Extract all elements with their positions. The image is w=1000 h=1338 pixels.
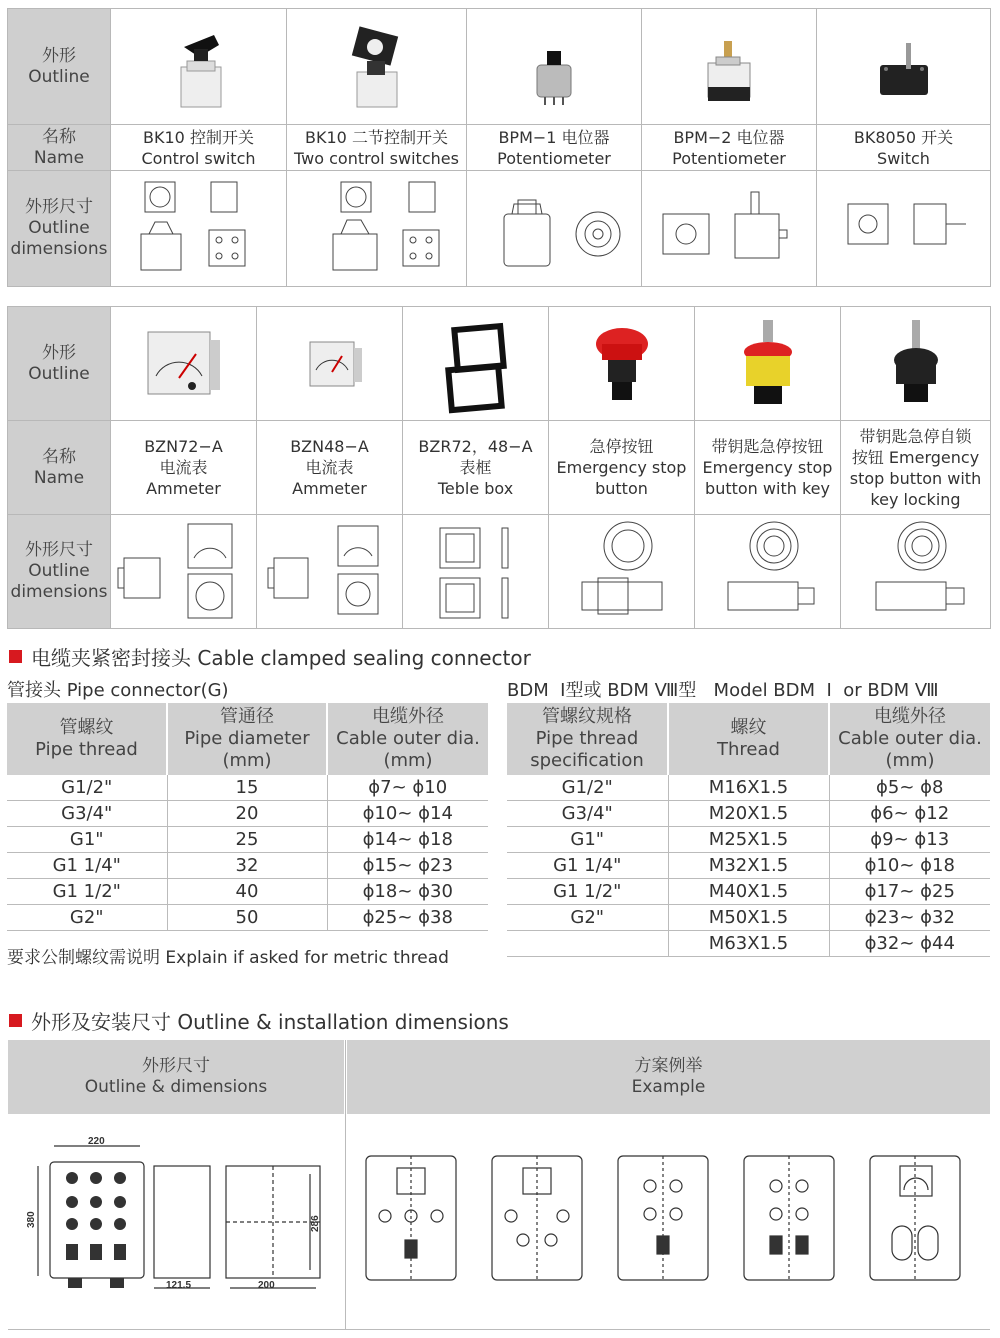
item-name: BZN48−A 电流表 Ammeter	[257, 421, 403, 515]
switch-icon	[817, 9, 991, 125]
example-enclosure	[744, 1156, 834, 1280]
row-label-name: 名称 Name	[8, 125, 111, 171]
potentiometer-icon	[467, 9, 642, 125]
table-cell: 20	[167, 801, 327, 827]
outline-dimensions-header: 外形尺寸 Outline & dimensions	[8, 1040, 344, 1114]
table-cell: M20X1.5	[668, 801, 829, 827]
table-cell	[507, 931, 668, 957]
section-title-install: 外形及安装尺寸 Outline & installation dimensions	[9, 1006, 509, 1035]
table-cell: M40X1.5	[668, 879, 829, 905]
item-name: 急停按钮 Emergency stop button	[549, 421, 695, 515]
table-cell: ϕ10~ ϕ18	[829, 853, 990, 879]
key-lock-button-icon	[841, 307, 991, 421]
table-cell: G3/4"	[507, 801, 668, 827]
dimension-drawing	[841, 515, 991, 629]
table-row	[507, 905, 990, 931]
dimension-drawing	[695, 515, 841, 629]
table-row	[7, 801, 488, 827]
table-row	[7, 905, 488, 931]
table-cell: ϕ5~ ϕ8	[829, 775, 990, 801]
column-header: 螺纹 Thread	[668, 703, 829, 775]
item-name: BPM−1 电位器 Potentiometer	[467, 125, 642, 171]
table-cell: G1"	[507, 827, 668, 853]
bdm-thread-table	[507, 703, 990, 957]
pipe-connector-table	[7, 703, 488, 931]
dimension-drawing	[817, 171, 991, 287]
table-row	[507, 827, 990, 853]
component-table-1	[7, 8, 991, 287]
table-cell: ϕ32~ ϕ44	[829, 931, 990, 957]
potentiometer-2-icon	[642, 9, 817, 125]
table-cell: ϕ7~ ϕ10	[327, 775, 488, 801]
table-cell: M50X1.5	[668, 905, 829, 931]
column-header: 管通径 Pipe diameter (mm)	[167, 703, 327, 775]
dimension-drawing	[111, 515, 257, 629]
dim-mount-height: 286	[310, 1215, 321, 1232]
dimension-drawing	[257, 515, 403, 629]
rotary-control-switch-icon	[111, 9, 287, 125]
table-cell: M16X1.5	[668, 775, 829, 801]
table-cell: G1/2"	[507, 775, 668, 801]
ammeter-icon	[111, 307, 257, 421]
item-name: BPM−2 电位器 Potentiometer	[642, 125, 817, 171]
table-row	[7, 775, 488, 801]
example-enclosure	[366, 1156, 456, 1280]
column-header: 电缆外径 Cable outer dia. (mm)	[327, 703, 488, 775]
component-table-2	[7, 306, 991, 629]
table-cell: ϕ14~ ϕ18	[327, 827, 488, 853]
table-cell: G1 1/2"	[7, 879, 167, 905]
section-title-cable: 电缆夹紧密封接头 Cable clamped sealing connector	[9, 642, 531, 671]
emergency-stop-key-icon	[695, 307, 841, 421]
column-divider	[345, 1040, 346, 1330]
table-row	[7, 853, 488, 879]
pipe-connector-subtitle: 管接头 Pipe connector(G)	[7, 680, 229, 701]
example-enclosure	[870, 1156, 960, 1280]
table-cell: ϕ10~ ϕ14	[327, 801, 488, 827]
table-cell: G3/4"	[7, 801, 167, 827]
table-cell: 32	[167, 853, 327, 879]
item-name: BK10 控制开关 Control switch	[111, 125, 287, 171]
item-name: BK10 二节控制开关 Two control switches	[287, 125, 467, 171]
dim-width: 220	[88, 1136, 105, 1147]
table-cell: M32X1.5	[668, 853, 829, 879]
table-row	[507, 879, 990, 905]
table-cell: 50	[167, 905, 327, 931]
table-cell: ϕ9~ ϕ13	[829, 827, 990, 853]
dim-height: 380	[26, 1211, 37, 1228]
table-cell: ϕ15~ ϕ23	[327, 853, 488, 879]
table-cell: G1"	[7, 827, 167, 853]
dim-mount-width: 200	[258, 1280, 275, 1291]
table-cell: ϕ23~ ϕ32	[829, 905, 990, 931]
table-row	[507, 931, 990, 957]
table-cell: 15	[167, 775, 327, 801]
enclosure-outline-drawing	[18, 1136, 338, 1292]
table-cell: 40	[167, 879, 327, 905]
item-name: BZN72−A 电流表 Ammeter	[111, 421, 257, 515]
column-header: 电缆外径 Cable outer dia. (mm)	[829, 703, 990, 775]
red-square-marker	[9, 650, 22, 663]
table-row	[7, 879, 488, 905]
meter-frame-icon	[403, 307, 549, 421]
table-row	[507, 775, 990, 801]
table-cell: M63X1.5	[668, 931, 829, 957]
item-name: 带钥匙急停按钮 Emergency stop button with key	[695, 421, 841, 515]
table-cell: ϕ18~ ϕ30	[327, 879, 488, 905]
table-cell: G1 1/4"	[507, 853, 668, 879]
table-row	[507, 853, 990, 879]
bottom-rule	[8, 1329, 990, 1330]
table-row	[507, 801, 990, 827]
row-label-dimensions: 外形尺寸 Outline dimensions	[8, 171, 111, 287]
table-cell: ϕ25~ ϕ38	[327, 905, 488, 931]
row-label-outline: 外形 Outline	[8, 307, 111, 421]
bdm-model-subtitle: BDM Ⅰ型或 BDM Ⅷ型 Model BDM Ⅰ or BDM Ⅷ	[507, 680, 939, 701]
emergency-stop-button-icon	[549, 307, 695, 421]
row-label-dimensions: 外形尺寸 Outline dimensions	[8, 515, 111, 629]
table-cell: G2"	[7, 905, 167, 931]
example-header: 方案例举 Example	[347, 1040, 990, 1114]
item-name: BZR72，48−A 表框 Teble box	[403, 421, 549, 515]
example-enclosure	[618, 1156, 708, 1280]
dimension-drawing	[111, 171, 287, 287]
dimension-drawing	[549, 515, 695, 629]
table-row	[7, 827, 488, 853]
example-enclosures	[360, 1150, 980, 1290]
table-cell: 25	[167, 827, 327, 853]
table-cell: ϕ17~ ϕ25	[829, 879, 990, 905]
table-cell: G2"	[507, 905, 668, 931]
column-header: 管螺纹 Pipe thread	[7, 703, 167, 775]
dimension-drawing	[642, 171, 817, 287]
column-header: 管螺纹规格 Pipe thread specification	[507, 703, 668, 775]
metric-thread-note: 要求公制螺纹需说明 Explain if asked for metric thread	[7, 948, 449, 968]
dimension-drawing	[287, 171, 467, 287]
dim-depth: 121.5	[166, 1280, 192, 1291]
row-label-outline: 外形 Outline	[8, 9, 111, 125]
example-enclosure	[492, 1156, 582, 1280]
two-section-control-switch-icon	[287, 9, 467, 125]
table-cell: M25X1.5	[668, 827, 829, 853]
table-cell: G1 1/2"	[507, 879, 668, 905]
dimension-drawing	[403, 515, 549, 629]
item-name: 带钥匙急停自锁 按钮 Emergency stop button with key locking	[841, 421, 991, 515]
ammeter-small-icon	[257, 307, 403, 421]
table-cell: G1 1/4"	[7, 853, 167, 879]
red-square-marker	[9, 1014, 22, 1027]
item-name: BK8050 开关 Switch	[817, 125, 991, 171]
dimension-drawing	[467, 171, 642, 287]
row-label-name: 名称 Name	[8, 421, 111, 515]
table-cell: G1/2"	[7, 775, 167, 801]
table-cell: ϕ6~ ϕ12	[829, 801, 990, 827]
